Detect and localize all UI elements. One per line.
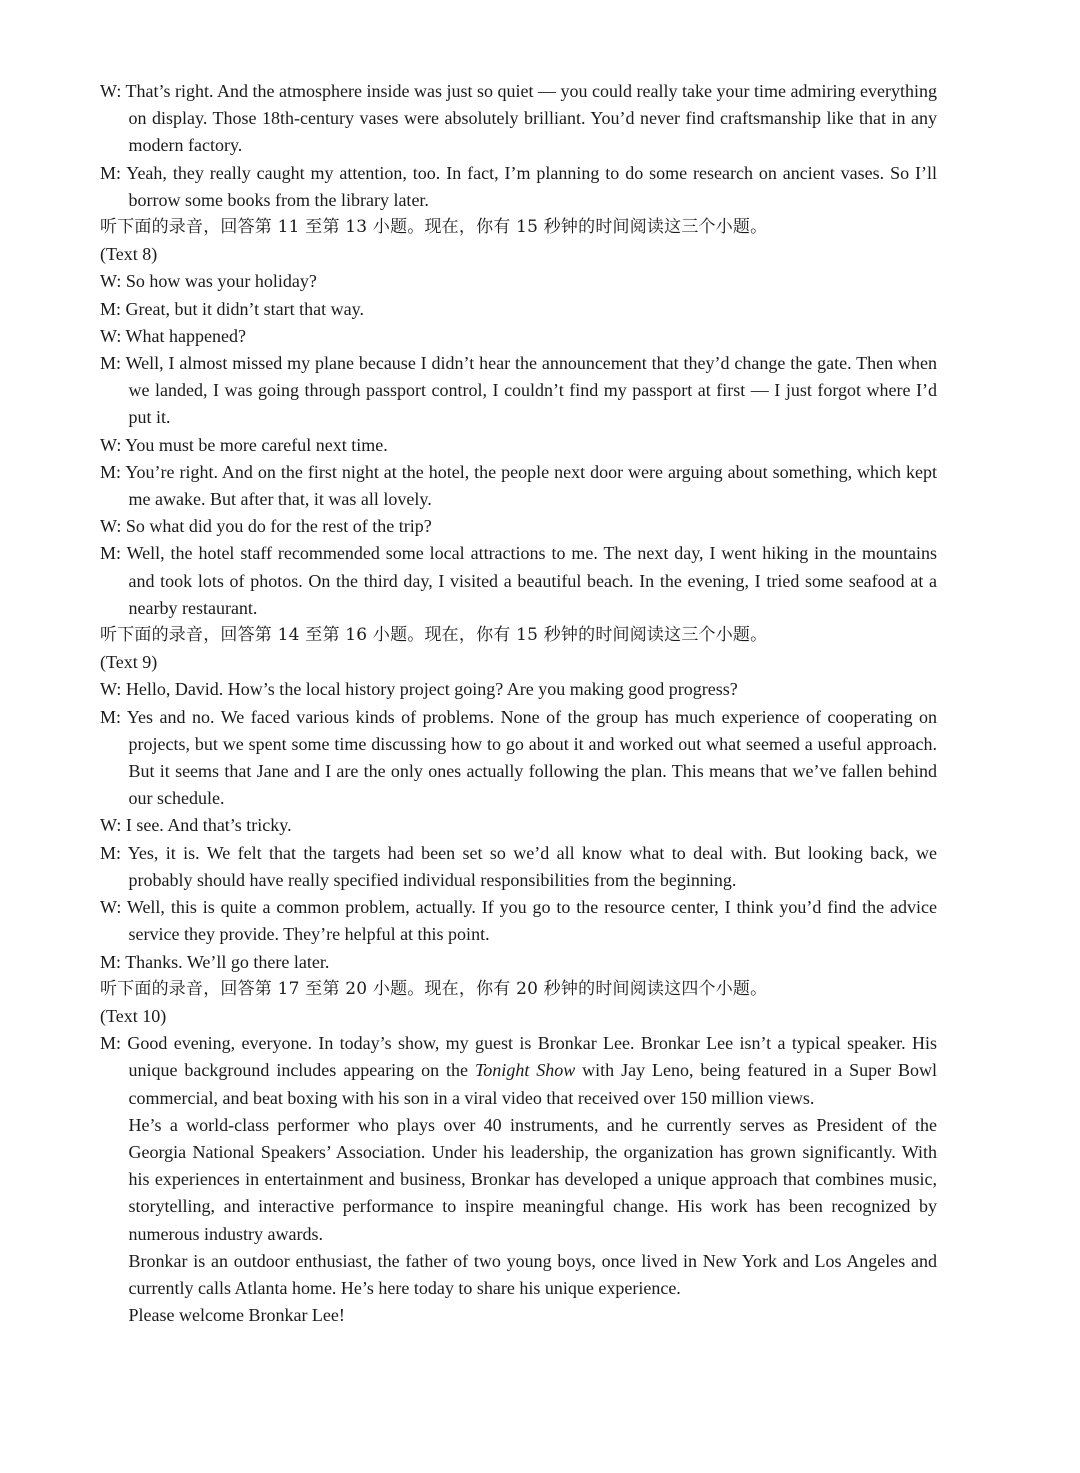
monologue-paragraph: He’s a world-class performer who plays over 40 instruments, and he currently serves as President of the Georgia National Speakers’ Association. Under his leadership, the organization has grown significantly. With his experiences in entertainment and business, Bronkar has developed a unique approach that combines music, storytelling, and interactive performance to inspire meaningful change. His work has been recognized by numerous industry awards. bbox=[128, 1114, 937, 1244]
text-heading: (Text 9) bbox=[100, 652, 158, 673]
dialogue-turn bbox=[100, 840, 937, 894]
dialogue-turn bbox=[100, 350, 937, 432]
speaker-label: W: bbox=[100, 325, 126, 346]
dialogue-turn bbox=[100, 459, 937, 513]
dialogue-text: Hello, David. How’s the local history project going? Are you making good progress? bbox=[125, 679, 738, 700]
speaker-label: W: bbox=[100, 897, 127, 918]
speaker-label: M: bbox=[100, 543, 127, 564]
dialogue-turn bbox=[100, 676, 937, 703]
dialogue-text: You must be more careful next time. bbox=[125, 434, 388, 455]
dialogue-turn bbox=[100, 268, 937, 295]
listening-instruction: 听下面的录音，回答第 11 至第 13 小题。现在，你有 15 秒钟的时间阅读这三个小题。 bbox=[100, 217, 768, 238]
dialogue-turn bbox=[100, 894, 937, 948]
dialogue-text: So what did you do for the rest of the trip? bbox=[125, 516, 432, 537]
dialogue-turn bbox=[100, 78, 937, 160]
monologue-paragraph: Bronkar is an outdoor enthusiast, the father of two young boys, once lived in New York and Los Angeles and currently calls Atlanta home. He’s here today to share his unique experience. bbox=[128, 1250, 937, 1298]
dialogue-text: Thanks. We’ll go there later. bbox=[125, 951, 330, 972]
dialogue-turn bbox=[100, 296, 937, 323]
speaker-label: M: bbox=[100, 951, 126, 972]
dialogue-turn bbox=[100, 1030, 937, 1112]
dialogue-text: Yes and no. We faced various kinds of problems. None of the group has much experience of cooperating on projects, but we spent some time discussing how to go about it and worked out what seemed a useful approach. But it seems that Jane and I are the only ones actually following the plan. This means that we’ve fallen behind our schedule. bbox=[126, 706, 937, 809]
dialogue-text: You’re right. And on the first night at the hotel, the people next door were arguing about something, which kept me awake. But after that, it was all lovely. bbox=[125, 461, 937, 510]
speaker-label: M: bbox=[100, 162, 127, 183]
dialogue-turn bbox=[100, 540, 937, 622]
dialogue-text: So how was your holiday? bbox=[125, 271, 317, 292]
dialogue-text: Well, the hotel staff recommended some local attractions to me. The next day, I went hiking in the mountains and took lots of photos. On the third day, I visited a beautiful beach. In the evening, I tried some seafood at a nearby restaurant. bbox=[126, 543, 937, 618]
dialogue-text: Good evening, everyone. In today’s show, my guest is Bronkar Lee. Bronkar Lee isn’t a typical speaker. His unique background includes appearing on the bbox=[127, 1033, 937, 1081]
monologue-paragraph: Please welcome Bronkar Lee! bbox=[128, 1305, 345, 1326]
listening-instruction: 听下面的录音，回答第 14 至第 16 小题。现在，你有 15 秒钟的时间阅读这三个小题。 bbox=[100, 625, 768, 646]
dialogue-turn bbox=[100, 323, 937, 350]
speaker-label: M: bbox=[100, 1033, 128, 1054]
dialogue-turn bbox=[100, 432, 937, 459]
dialogue-text: I see. And that’s tricky. bbox=[125, 815, 292, 836]
speaker-label: M: bbox=[100, 353, 126, 374]
speaker-label: M: bbox=[100, 298, 126, 319]
dialogue-text: That’s right. And the atmosphere inside was just so quiet — you could really take your time admiring everything on display. Those 18th-century vases were absolutely brilliant. You’d never find craftsmanship like that in any modern factory. bbox=[125, 81, 937, 156]
dialogue-text: Yes, it is. We felt that the targets had been set so we’d all know what to deal with. But looking back, we probably should have really specified individual responsibilities from the beginning. bbox=[127, 842, 937, 890]
dialogue-turn bbox=[100, 160, 937, 214]
dialogue-text: with Jay Leno, being featured in a Super Bowl commercial, and beat boxing with his son in a viral video that received over 150 million views. bbox=[128, 1060, 937, 1108]
dialogue-turn bbox=[100, 949, 937, 976]
dialogue-text: Yeah, they really caught my attention, too. In fact, I’m planning to do some research on ancient vases. So I’ll borrow some books from the library later. bbox=[126, 162, 937, 210]
dialogue-turn bbox=[100, 812, 937, 839]
dialogue-text: Great, but it didn’t start that way. bbox=[125, 298, 364, 319]
speaker-label: M: bbox=[100, 461, 126, 482]
speaker-label: W: bbox=[100, 516, 126, 537]
speaker-label: M: bbox=[100, 842, 128, 863]
speaker-label: M: bbox=[100, 706, 127, 727]
speaker-label: W: bbox=[100, 81, 126, 101]
speaker-label: W: bbox=[100, 815, 126, 836]
dialogue-turn bbox=[100, 704, 937, 813]
speaker-label: W: bbox=[100, 679, 126, 700]
dialogue-text: Well, I almost missed my plane because I didn’t hear the announcement that they’d change the gate. Then when we landed, I was going through passport control, I couldn’t find my passport at first — I just forgot where I’d put it. bbox=[125, 353, 937, 428]
listening-instruction: 听下面的录音，回答第 17 至第 20 小题。现在，你有 20 秒钟的时间阅读这四个小题。 bbox=[100, 978, 768, 999]
dialogue-text: Well, this is quite a common problem, actually. If you go to the resource center, I think you’d find the advice service they provide. They’re helpful at this point. bbox=[126, 897, 938, 945]
text-heading: (Text 10) bbox=[100, 1005, 167, 1026]
show-title: Tonight Show bbox=[474, 1060, 576, 1081]
document-body bbox=[100, 78, 937, 1329]
text-heading: (Text 8) bbox=[100, 244, 158, 265]
speaker-label: W: bbox=[100, 434, 126, 455]
dialogue-text: What happened? bbox=[125, 325, 246, 346]
speaker-label: W: bbox=[100, 271, 126, 292]
dialogue-turn bbox=[100, 513, 937, 540]
